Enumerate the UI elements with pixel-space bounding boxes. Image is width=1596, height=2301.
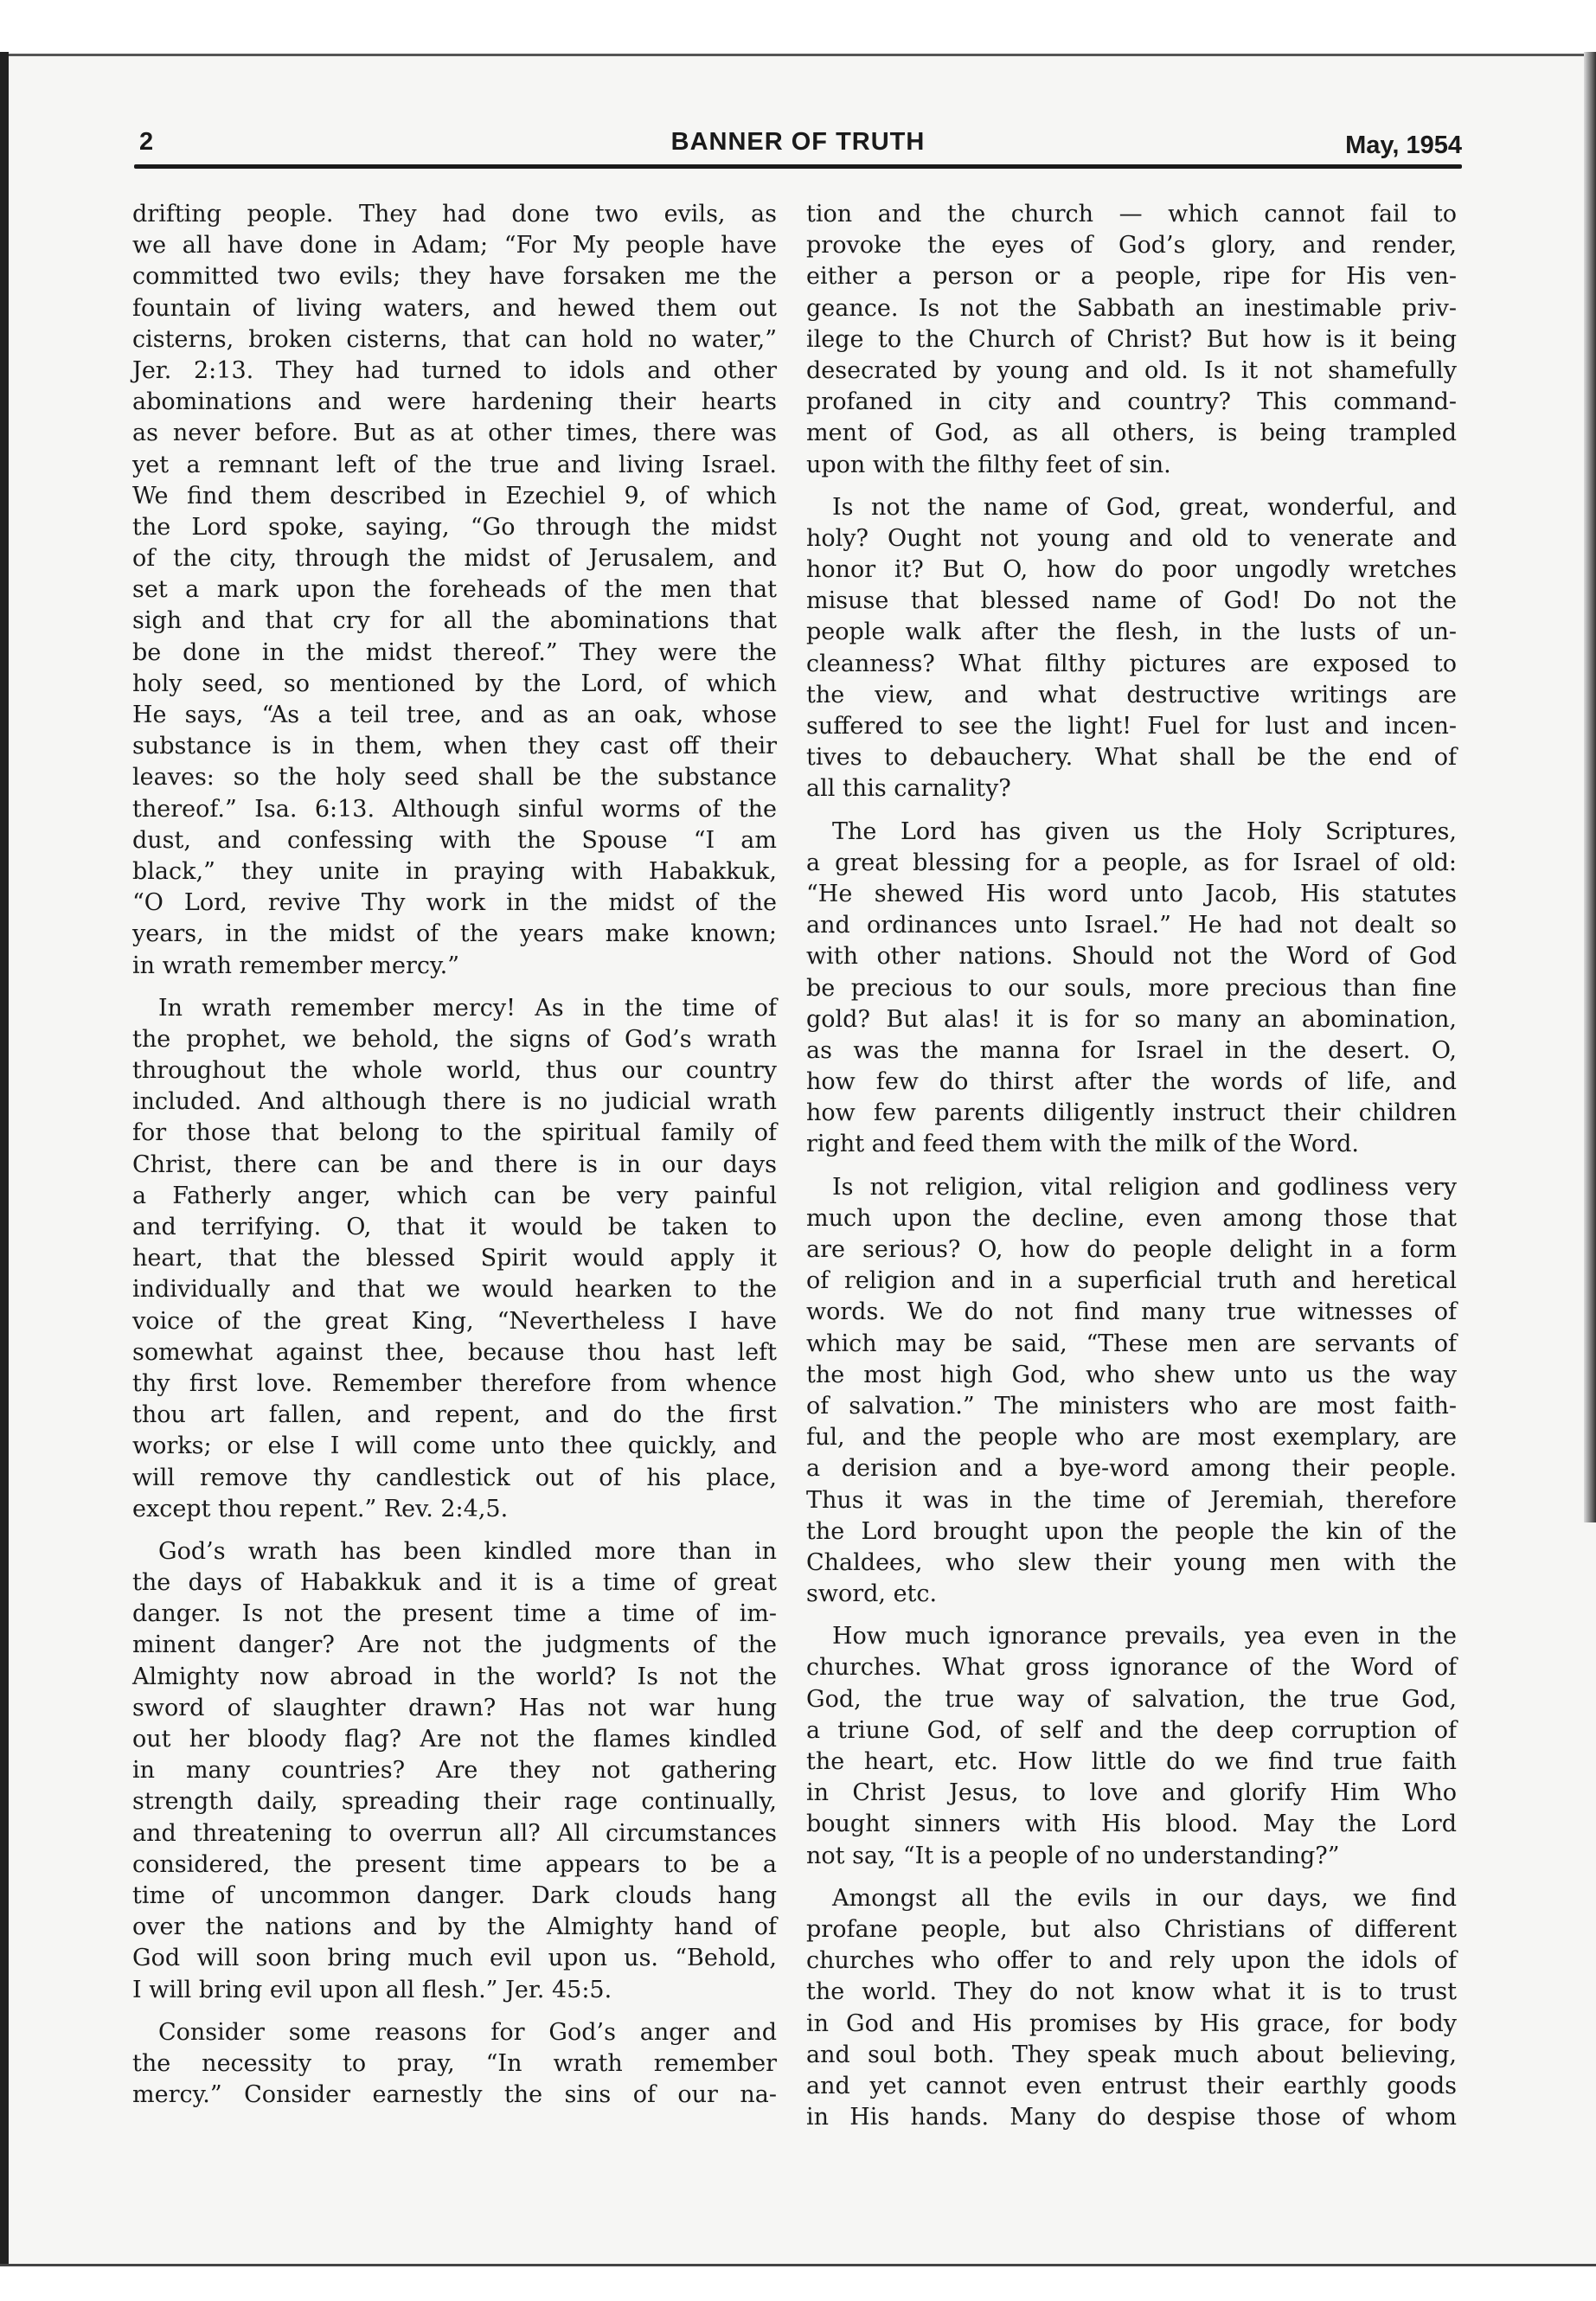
text-line: throughout the whole world, thus our country xyxy=(132,1057,777,1085)
text-line: in many countries? Are they not gathering xyxy=(132,1757,777,1785)
text-line: profane people, but also Christians of different xyxy=(806,1915,1457,1943)
text-line: much upon the decline, even among those that xyxy=(806,1204,1457,1232)
text-line: will remove thy candlestick out of his place, xyxy=(132,1464,777,1491)
text-line: the world. They do not know what it is to trust xyxy=(806,1978,1457,2006)
text-line: tives to debauchery. What shall be the end of xyxy=(806,744,1457,772)
text-line: works; or else I will come unto thee quickly, and xyxy=(132,1433,777,1460)
paragraph xyxy=(132,1536,777,2006)
text-line: danger. Is not the present time a time of im- xyxy=(132,1600,777,1628)
text-line: geance. Is not the Sabbath an inestimable priv- xyxy=(806,294,1457,322)
text-line: Jer. 2:13. They had turned to idols and other xyxy=(132,356,777,384)
scan-edge-left xyxy=(0,52,9,2301)
text-line: of religion and in a superficial truth and heretical xyxy=(806,1267,1457,1295)
text-line: a Fatherly anger, which can be very painful xyxy=(132,1182,777,1209)
paragraph xyxy=(132,199,777,982)
text-line: people walk after the flesh, in the lusts of un- xyxy=(806,619,1457,646)
text-line: suffered to see the light! Fuel for lust and incen- xyxy=(806,713,1457,740)
text-line: which may be said, “These men are servants of xyxy=(806,1330,1457,1357)
text-line: be done in the midst thereof.” They were the xyxy=(132,638,777,666)
text-line: included. And although there is no judicial wrath xyxy=(132,1088,777,1116)
text-line: and soul both. They speak much about believing, xyxy=(806,2041,1457,2068)
text-line: ilege to the Church of Christ? But how is it being xyxy=(806,325,1457,353)
text-line: the Lord brought upon the people the kin of the xyxy=(806,1517,1457,1545)
text-line: set a mark upon the foreheads of the men that xyxy=(132,576,777,604)
text-line: churches. What gross ignorance of the Word of xyxy=(806,1654,1457,1682)
text-line: God’s wrath has been kindled more than in xyxy=(158,1537,777,1565)
text-line: “He shewed His word unto Jacob, His statutes xyxy=(806,880,1457,907)
text-line: provoke the eyes of God’s glory, and render, xyxy=(806,232,1457,260)
text-line: I will bring evil upon all flesh.” Jer. 45:5. xyxy=(132,1976,612,2003)
text-line: for those that belong to the spiritual family of xyxy=(132,1119,777,1147)
scan-edge-right xyxy=(1584,52,1596,1522)
text-line: heart, that the blessed Spirit would apply it xyxy=(132,1245,777,1272)
left-column xyxy=(132,199,777,2122)
text-line: black,” they unite in praying with Habakkuk, xyxy=(132,857,777,885)
text-line: and ordinances unto Israel.” He had not dealt so xyxy=(806,912,1457,939)
text-line: Consider some reasons for God’s anger and xyxy=(158,2018,777,2046)
text-line: all this carnality? xyxy=(806,775,1011,803)
text-line: drifting people. They had done two evils, as xyxy=(132,201,777,228)
text-line: ful, and the people who are most exemplary, are xyxy=(806,1424,1457,1452)
text-line: Amongst all the evils in our days, we find xyxy=(832,1884,1457,1912)
text-line: honor it? But O, how do poor ungodly wretches xyxy=(806,556,1457,584)
text-line: voice of the great King, “Nevertheless I have xyxy=(132,1307,777,1335)
text-line: somewhat against thee, because thou hast left xyxy=(132,1338,777,1366)
text-line: sigh and that cry for all the abominations that xyxy=(132,607,777,635)
text-line: misuse that blessed name of God! Do not the xyxy=(806,587,1457,615)
text-line: how few parents diligently instruct their children xyxy=(806,1099,1457,1127)
text-line: a triune God, of self and the deep corruption of xyxy=(806,1716,1457,1744)
text-line: the most high God, who shew unto us the way xyxy=(806,1361,1457,1388)
text-line: He says, “As a teil tree, and as an oak, whose xyxy=(132,702,777,728)
paragraph xyxy=(806,199,1457,481)
text-line: of the city, through the midst of Jerusalem, and xyxy=(132,545,777,573)
text-line: and terrifying. O, that it would be taken to xyxy=(132,1214,777,1240)
text-line: the heart, etc. How little do we find true faith xyxy=(806,1748,1457,1775)
text-line: churches who offer to and rely upon the idols of xyxy=(806,1947,1457,1975)
text-line: yet a remnant left of the true and living Israel. xyxy=(132,451,777,478)
text-line: gold? But alas! it is for so many an abomination, xyxy=(806,1005,1457,1033)
text-line: tion and the church — which cannot fail to xyxy=(806,201,1457,228)
text-line: years, in the midst of the years make known; xyxy=(132,920,777,948)
text-line: not say, “It is a people of no understanding?” xyxy=(806,1842,1340,1869)
text-line: Chaldees, who slew their young men with the xyxy=(806,1548,1457,1576)
paragraph xyxy=(132,2017,777,2112)
paragraph xyxy=(806,492,1457,805)
right-column xyxy=(806,199,1457,2144)
page-number: 2 xyxy=(139,128,154,156)
text-line: Almighty now abroad in the world? Is not the xyxy=(132,1663,777,1690)
paragraph xyxy=(132,993,777,1525)
text-line: ment of God, as all others, is being trampled xyxy=(806,420,1457,447)
text-line: Is not religion, vital religion and godliness very xyxy=(832,1173,1457,1201)
text-line: words. We do not find many true witnesses of xyxy=(806,1298,1457,1326)
text-line: bought sinners with His blood. May the Lord xyxy=(806,1811,1457,1838)
text-line: considered, the present time appears to be a xyxy=(132,1850,777,1878)
text-line: in God and His promises by His grace, for body xyxy=(806,2009,1457,2037)
text-line: Is not the name of God, great, wonderful, and xyxy=(832,493,1457,521)
text-line: in wrath remember mercy.” xyxy=(132,952,460,979)
paragraph xyxy=(806,1172,1457,1611)
text-line: thereof.” Isa. 6:13. Although sinful worms of the xyxy=(132,795,777,823)
scan-edge-bottom xyxy=(0,2264,1596,2301)
text-line: the necessity to pray, “In wrath remember xyxy=(132,2049,777,2077)
text-line: dust, and confessing with the Spouse “I am xyxy=(132,826,777,854)
text-line: right and feed them with the milk of the Word. xyxy=(806,1131,1359,1158)
text-line: fountain of living waters, and hewed them out xyxy=(132,294,777,322)
paragraph xyxy=(806,817,1457,1161)
text-line: in His hands. Many do despise those of whom xyxy=(806,2104,1457,2131)
text-line: a derision and a bye-word among their people. xyxy=(806,1455,1457,1483)
text-line: how few do thirst after the words of life, and xyxy=(806,1068,1457,1096)
text-line: are serious? O, how do people delight in a form xyxy=(806,1236,1457,1263)
text-line: as was the manna for Israel in the desert. O, xyxy=(806,1036,1457,1064)
text-line: the view, and what destructive writings are xyxy=(806,681,1457,708)
text-line: cleanness? What filthy pictures are exposed to xyxy=(806,650,1457,677)
text-line: the Lord spoke, saying, “Go through the midst xyxy=(132,513,777,541)
text-line: How much ignorance prevails, yea even in the xyxy=(832,1623,1457,1650)
paragraph xyxy=(806,1621,1457,1872)
text-line: except thou repent.” Rev. 2:4,5. xyxy=(132,1495,509,1522)
text-line: over the nations and by the Almighty hand of xyxy=(132,1913,777,1941)
text-line: We find them described in Ezechiel 9, of which xyxy=(132,482,777,510)
header-rule xyxy=(134,164,1462,169)
text-line: the days of Habakkuk and it is a time of great xyxy=(132,1569,777,1597)
issue-date: May, 1954 xyxy=(1345,131,1462,159)
text-line: strength daily, spreading their rage continually, xyxy=(132,1788,777,1816)
text-line: sword of slaughter drawn? Has not war hung xyxy=(132,1694,777,1721)
text-line: substance is in them, when they cast off their xyxy=(132,733,777,760)
text-line: sword, etc. xyxy=(806,1580,938,1608)
text-line: “O Lord, revive Thy work in the midst of the xyxy=(132,889,777,917)
publication-title: BANNER OF TRUTH xyxy=(670,128,926,156)
text-line: we all have done in Adam; “For My people have xyxy=(132,232,777,260)
text-line: profaned in city and country? This command- xyxy=(806,388,1457,416)
text-line: thou art fallen, and repent, and do the first xyxy=(132,1401,777,1429)
text-line: and threatening to overrun all? All circumstances xyxy=(132,1819,777,1847)
text-line: Thus it was in the time of Jeremiah, therefore xyxy=(806,1486,1457,1514)
text-line: and yet cannot even entrust their earthly goods xyxy=(806,2072,1457,2099)
text-line: Christ, there can be and there is in our days xyxy=(132,1150,777,1178)
text-line: be precious to our souls, more precious than fine xyxy=(806,974,1457,1002)
scan-edge-top xyxy=(0,0,1596,56)
text-line: out her bloody flag? Are not the flames kindled xyxy=(132,1726,777,1753)
text-line: abominations and were hardening their hearts xyxy=(132,388,777,416)
text-line: the prophet, we behold, the signs of God’s wrath xyxy=(132,1025,777,1053)
text-line: a great blessing for a people, as for Israel of old: xyxy=(806,849,1457,876)
text-line: God will soon bring much evil upon us. “Behold, xyxy=(132,1945,777,1972)
text-line: cisterns, broken cisterns, that can hold no water,” xyxy=(132,325,777,353)
text-line: thy first love. Remember therefore from whence xyxy=(132,1369,777,1397)
text-line: either a person or a people, ripe for His ven- xyxy=(806,263,1457,291)
text-line: holy seed, so mentioned by the Lord, of which xyxy=(132,670,777,697)
text-line: desecrated by young and old. Is it not shamefully xyxy=(806,356,1457,384)
text-line: God, the true way of salvation, the true God, xyxy=(806,1685,1457,1713)
text-line: holy? Ought not young and old to venerate and xyxy=(806,524,1457,552)
text-line: leaves: so the holy seed shall be the substance xyxy=(132,764,777,792)
text-line: minent danger? Are not the judgments of the xyxy=(132,1631,777,1659)
text-line: In wrath remember mercy! As in the time of xyxy=(158,994,777,1022)
paragraph xyxy=(806,1883,1457,2134)
running-header xyxy=(134,128,1462,163)
text-line: mercy.” Consider earnestly the sins of our na- xyxy=(132,2081,777,2109)
text-line: in Christ Jesus, to love and glorify Him Who xyxy=(806,1779,1457,1807)
text-line: committed two evils; they have forsaken me the xyxy=(132,263,777,291)
text-line: individually and that we would hearken to the xyxy=(132,1276,777,1304)
text-line: time of uncommon danger. Dark clouds hang xyxy=(132,1881,777,1909)
text-line: as never before. But as at other times, there was xyxy=(132,420,777,447)
text-line: The Lord has given us the Holy Scriptures, xyxy=(832,817,1457,845)
text-line: with other nations. Should not the Word of God xyxy=(806,943,1457,971)
text-line: of salvation.” The ministers who are most faith- xyxy=(806,1392,1457,1420)
text-line: upon with the filthy feet of sin. xyxy=(806,451,1171,478)
